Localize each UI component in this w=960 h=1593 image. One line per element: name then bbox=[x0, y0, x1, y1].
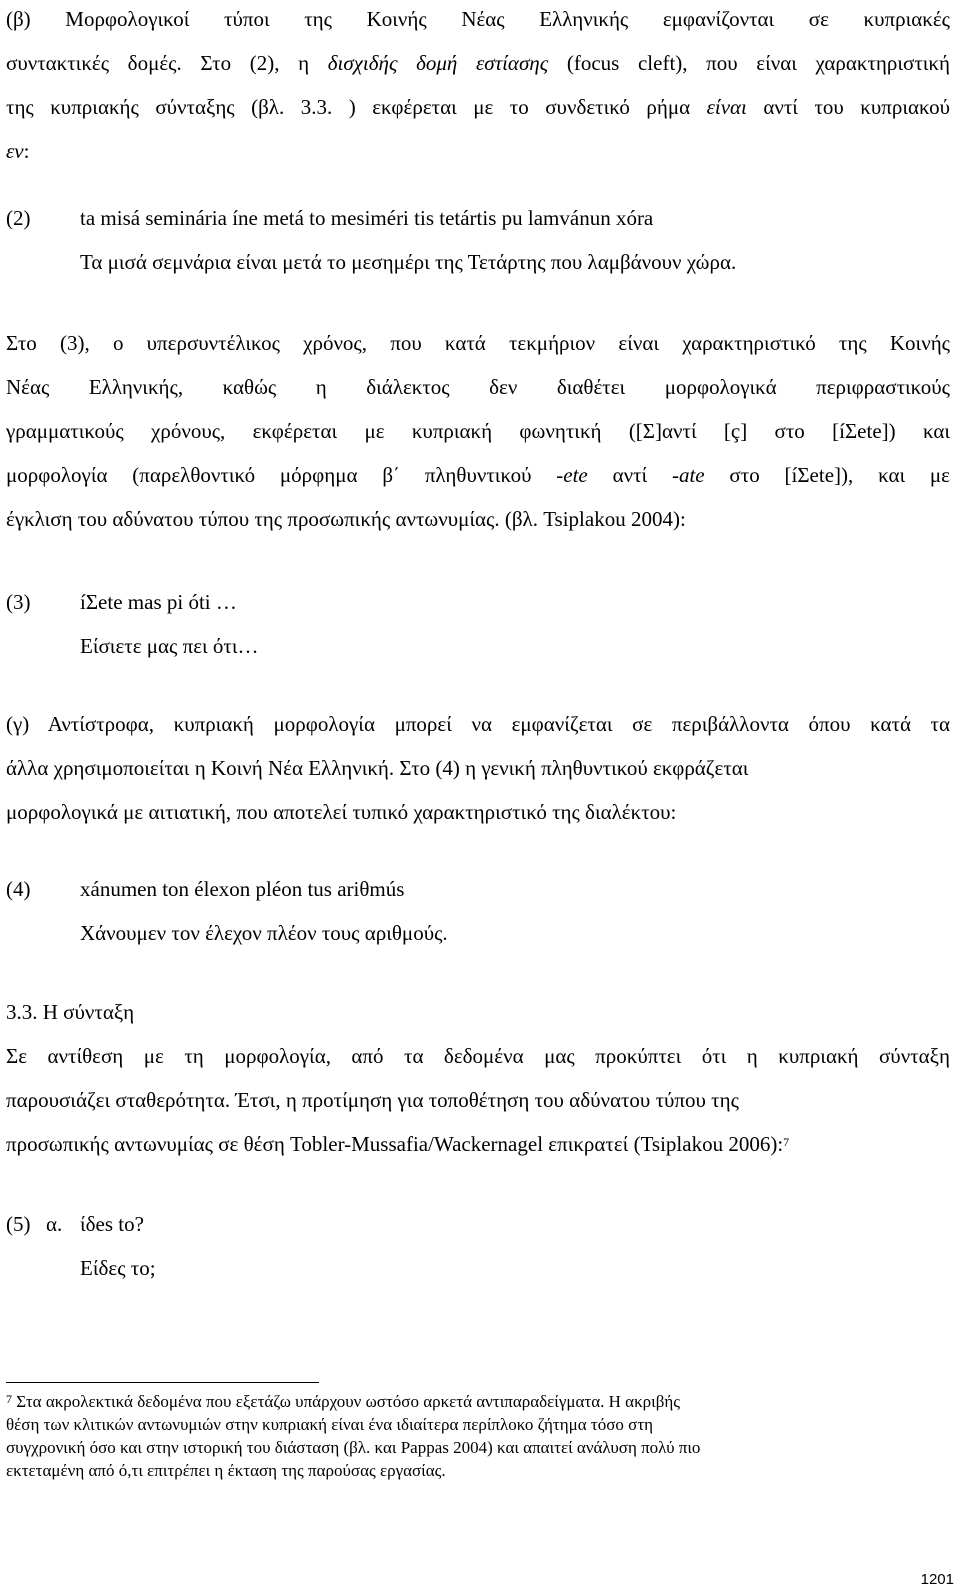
footnote-separator bbox=[6, 1382, 319, 1383]
paragraph-gamma bbox=[6, 702, 950, 834]
example-number: (3) bbox=[6, 590, 31, 614]
footnote-reference[interactable]: 7 bbox=[783, 1135, 790, 1149]
italic-term: είναι bbox=[706, 95, 747, 119]
example-greek: Τα μισά σεμνάρια είναι μετά το μεσημέρι της Τετάρτης που λαμβάνουν χώρα. bbox=[80, 250, 737, 274]
paragraph-line: Στο (3), ο υπερσυντέλικος χρόνος, που κατά τεκμήριον είναι χαρακτηριστικό της Κοινής bbox=[6, 331, 950, 355]
paragraph-line: προσωπικής αντωνυμίας σε θέση Tobler-Mussafia/Wackernagel επικρατεί (Tsiplakou 2006):$^7$ bbox=[6, 1132, 790, 1156]
footnote-marker: 7 bbox=[6, 1392, 12, 1406]
example-number: (4) bbox=[6, 877, 31, 901]
italic-term: εν bbox=[6, 139, 24, 163]
example-transliteration: ta misá seminária íne metá to mesiméri tis tetártis pu lamvánun xóra bbox=[80, 206, 654, 230]
paragraph-line: συντακτικές δομές. Στο (2), η δισχιδής δομή εστίασης (focus cleft), που είναι χαρακτηριστική bbox=[6, 51, 950, 75]
paragraph-line: έγκλιση του αδύνατου τύπου της προσωπικής αντωνυμίας. (βλ. Tsiplakou 2004): bbox=[6, 507, 686, 531]
footnote-line: συγχρονική όσο και στην ιστορική του διάσταση (βλ. και Pappas 2004) και απαιτεί ανάλυση πολύ πιο bbox=[6, 1438, 701, 1457]
italic-term: -ate bbox=[671, 463, 705, 487]
example-greek: Είσιετε μας πει ότι… bbox=[80, 634, 259, 658]
footnote-line: $^7$ Στα ακρολεκτικά δεδομένα που εξετάζω υπάρχουν ωστόσο αρκετά αντιπαραδείγματα. Η ακριβής bbox=[6, 1392, 680, 1411]
paragraph-line: Σε αντίθεση με τη μορφολογία, από τα δεδομένα μας προκύπτει ότι η κυπριακή σύνταξη bbox=[6, 1044, 950, 1068]
section-heading: 3.3. Η σύνταξη bbox=[6, 1000, 135, 1024]
footnote-line: εκτεταμένη από ό,τι επιτρέπει η έκταση της παρούσας εργασίας. bbox=[6, 1461, 446, 1480]
paragraph-syntax bbox=[6, 1034, 950, 1166]
paragraph-line: μορφολογικά με αιτιατική, που αποτελεί τυπικό χαρακτηριστικό της διαλέκτου: bbox=[6, 800, 677, 824]
footnote-7 bbox=[6, 1390, 876, 1482]
italic-term: δισχιδής δομή εστίασης bbox=[327, 51, 549, 75]
page-number: 1201 bbox=[920, 1571, 954, 1588]
paragraph-line: εν: bbox=[6, 139, 30, 163]
paragraph-line: παρουσιάζει σταθερότητα. Έτσι, η προτίμηση για τοποθέτηση του αδύνατου τύπου της bbox=[6, 1088, 739, 1112]
example-transliteration: íΣete mas pi óti … bbox=[80, 590, 237, 614]
paragraph-line: γραμματικούς χρόνους, εκφέρεται με κυπριακή φωνητική ([Σ]αντί [ç] στο [íΣete]) και bbox=[6, 419, 950, 443]
paragraph-line: (β) Μορφολογικοί τύποι της Κοινής Νέας Ελληνικής εμφανίζονται σε κυπριακές bbox=[6, 7, 950, 31]
paragraph-line: άλλα χρησιμοποιείται η Κοινή Νέα Ελληνική. Στο (4) η γενική πληθυντικού εκφράζεται bbox=[6, 756, 749, 780]
paragraph-line: Νέας Ελληνικής, καθώς η διάλεκτος δεν διαθέτει μορφολογικά περιφραστικούς bbox=[6, 375, 950, 399]
example-greek: Είδες το; bbox=[80, 1256, 156, 1280]
example-number: (2) bbox=[6, 206, 31, 230]
italic-term: -ete bbox=[556, 463, 588, 487]
paragraph-line: (γ) Αντίστροφα, κυπριακή μορφολογία μπορεί να εμφανίζεται σε περιβάλλοντα όπου κατά τα bbox=[6, 712, 950, 736]
example-subnumber: α. bbox=[46, 1212, 63, 1236]
example-number: (5) bbox=[6, 1212, 31, 1236]
paragraph-line: της κυπριακής σύνταξης (βλ. 3.3. ) εκφέρεται με το συνδετικό ρήμα είναι αντί του κυπριακού bbox=[6, 95, 951, 119]
paragraph-example-3-intro bbox=[6, 321, 950, 541]
paragraph-line: μορφολογία (παρελθοντικό μόρφημα β΄ πληθυντικού -ete αντί -ate στο [íΣete]), και με bbox=[6, 463, 951, 487]
example-transliteration: xánumen ton élexon pléon tus ariθmús bbox=[80, 877, 405, 901]
example-transliteration: ίδes to? bbox=[80, 1212, 144, 1236]
paragraph-beta bbox=[6, 0, 950, 173]
example-greek: Χάνουμεν τον έλεχον πλέον τους αριθμούς. bbox=[80, 921, 448, 945]
footnote-line: θέση των κλιτικών αντωνυμιών στην κυπριακή είναι ένα ιδιαίτερα περίπλοκο ζήτημα τόσο στη bbox=[6, 1415, 654, 1434]
